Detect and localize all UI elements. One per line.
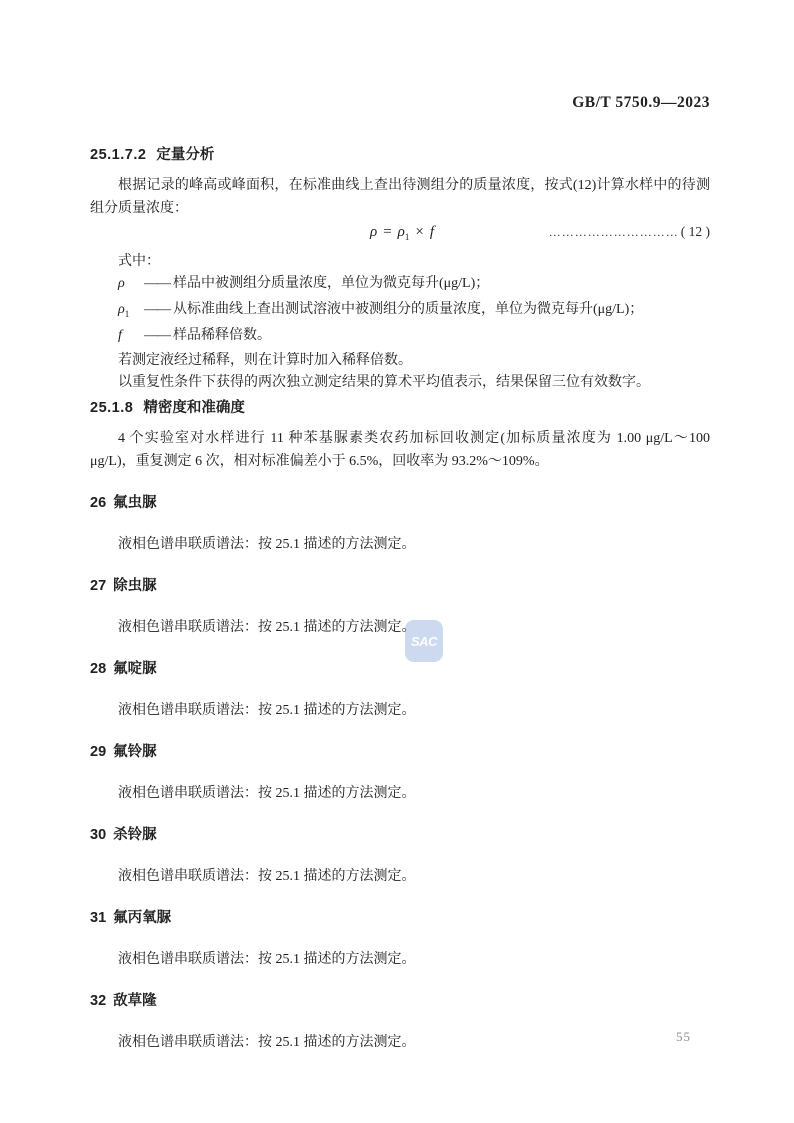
pesticide-method-paragraph: 液相色谱串联质谱法：按 25.1 描述的方法测定。	[118, 869, 416, 885]
pesticide-number: 31	[90, 910, 107, 927]
section-heading-precision-accuracy	[90, 397, 710, 419]
formula-equals: =	[383, 224, 392, 240]
symbol-definition-row	[90, 273, 710, 299]
pesticide-title: 氟啶脲	[113, 661, 157, 678]
pesticide-number: 29	[90, 744, 107, 761]
pesticide-section	[90, 824, 710, 888]
standard-code-header: GB/T 5750.9—2023	[572, 94, 710, 111]
pesticide-title: 杀铃脲	[113, 827, 157, 844]
pesticide-number: 27	[90, 578, 107, 595]
pesticide-method-paragraph: 液相色谱串联质谱法：按 25.1 描述的方法测定。	[118, 620, 416, 636]
equation-row	[90, 221, 710, 248]
page-content	[90, 94, 710, 1054]
pesticide-heading	[90, 990, 710, 1012]
dilution-note-paragraph: 若测定液经过稀释，则在计算时加入稀释倍数。	[118, 353, 412, 369]
sac-watermark-text: SAC	[411, 633, 437, 649]
pesticide-number: 32	[90, 993, 107, 1010]
pesticide-method-paragraph: 液相色谱串联质谱法：按 25.1 描述的方法测定。	[118, 786, 416, 802]
pesticide-heading	[90, 492, 710, 514]
pesticide-title: 氟铃脲	[113, 744, 157, 761]
pesticide-heading	[90, 907, 710, 929]
pesticide-title: 除虫脲	[113, 578, 157, 595]
definition-dash: ——	[144, 276, 170, 291]
pesticide-title: 氟丙氧脲	[113, 910, 172, 927]
pesticide-number: 26	[90, 495, 107, 512]
formula-rho: ρ	[370, 224, 378, 240]
precision-paragraph: 4 个实验室对水样进行 11 种苯基脲素类农药加标回收测定(加标质量浓度为 1.00 μg/L～100 μg/L)，重复测定 6 次，相对标准偏差小于 6.5%，回收率为 93.2%～109%。	[90, 431, 710, 470]
section-title: 定量分析	[156, 147, 215, 163]
pesticide-number: 30	[90, 827, 107, 844]
definition-text: 从标准曲线上查出测试溶液中被测组分的质量浓度，单位为微克每升(μg/L)；	[173, 301, 644, 317]
pesticide-section	[90, 990, 710, 1054]
section-number: 25.1.8	[90, 400, 134, 417]
pesticide-method-paragraph: 液相色谱串联质谱法：按 25.1 描述的方法测定。	[118, 703, 416, 719]
symbol-definition-row	[90, 299, 710, 325]
pesticide-section	[90, 575, 710, 639]
intro-paragraph: 根据记录的峰高或峰面积，在标准曲线上查出待测组分的质量浓度，按式(12)计算水样中的待测组分质量浓度：	[90, 178, 710, 216]
where-label: 式中：	[118, 254, 160, 269]
pesticide-section	[90, 741, 710, 805]
symbol-subscript: 1	[124, 308, 130, 319]
page-number: 55	[676, 1029, 691, 1044]
result-note-paragraph: 以重复性条件下获得的两次独立测定结果的算术平均值表示，结果保留三位有效数字。	[118, 375, 650, 391]
definition-text: 样品中被测组分质量浓度，单位为微克每升(μg/L)；	[173, 276, 490, 291]
definition-text: 样品稀释倍数。	[173, 327, 271, 343]
formula-times: ×	[415, 224, 424, 240]
definition-symbol	[118, 273, 144, 299]
symbol-f: f	[118, 327, 122, 343]
pesticide-section	[90, 492, 710, 556]
pesticide-title: 氟虫脲	[113, 495, 157, 512]
definition-dash: ——	[144, 301, 170, 317]
formula-f: f	[429, 224, 435, 240]
section-number: 25.1.7.2	[90, 147, 147, 163]
pesticide-method-paragraph: 液相色谱串联质谱法：按 25.1 描述的方法测定。	[118, 952, 416, 968]
definition-symbol	[118, 325, 144, 351]
pesticide-heading	[90, 824, 710, 846]
pesticide-heading	[90, 575, 710, 597]
section-heading-quantitative-analysis	[90, 144, 710, 166]
definition-dash: ——	[144, 327, 170, 343]
equation-number: ( 12 )	[680, 224, 710, 239]
equation-number-group	[549, 221, 710, 244]
pesticide-number: 28	[90, 661, 107, 678]
pesticide-heading	[90, 741, 710, 763]
section-title: 精密度和准确度	[143, 400, 245, 417]
pesticide-method-paragraph: 液相色谱串联质谱法：按 25.1 描述的方法测定。	[118, 537, 416, 553]
symbol-rho1: ρ	[118, 301, 125, 317]
pesticide-title: 敌草隆	[113, 993, 157, 1010]
formula-rho1: ρ	[397, 224, 405, 240]
equation-leader-dots: …………………………	[548, 225, 679, 239]
pesticide-section	[90, 907, 710, 971]
pesticide-heading	[90, 658, 710, 680]
symbol-rho: ρ	[118, 276, 125, 291]
formula-rho1-subscript: 1	[404, 232, 410, 242]
pesticide-section	[90, 658, 710, 722]
formula-expression	[370, 221, 434, 248]
pesticide-method-paragraph: 液相色谱串联质谱法：按 25.1 描述的方法测定。	[118, 1035, 416, 1051]
symbol-definition-row	[90, 325, 710, 351]
definition-symbol	[118, 299, 144, 325]
